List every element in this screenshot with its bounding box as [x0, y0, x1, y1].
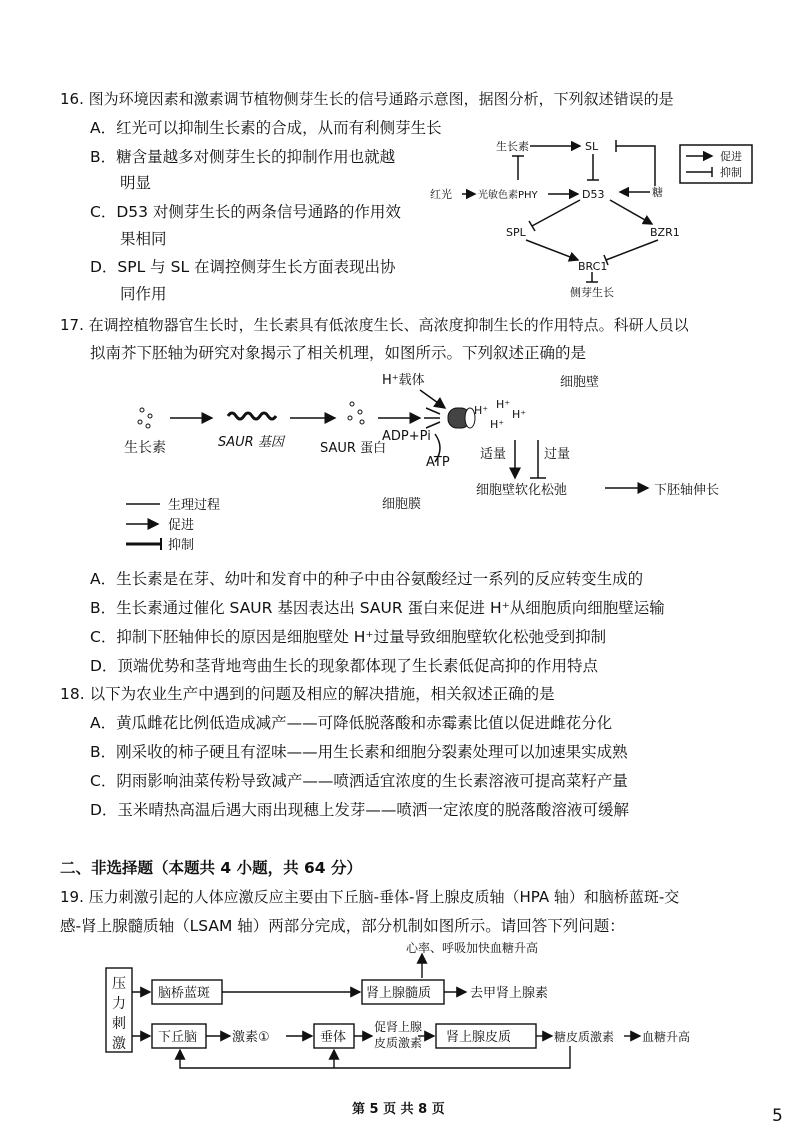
- q19-node-effects: 心率、呼吸加快血糖升高: [406, 941, 539, 955]
- q17-label-h1: H⁺: [474, 404, 489, 417]
- q17-legend-promote: 促进: [168, 518, 195, 533]
- q17-label-cell-wall: 细胞壁: [560, 375, 600, 390]
- q18-option-b: B．刚采收的柿子硬且有涩味——用生长素和细胞分裂素处理可以加速果实成熟: [90, 743, 628, 761]
- q16-node-bzr1: BZR1: [650, 226, 680, 239]
- q19-stimulus-char-3: 刺: [112, 1016, 126, 1032]
- q19-node-acth-line1: 促肾上腺: [374, 1020, 423, 1034]
- q19-stimulus-char-4: 激: [112, 1036, 126, 1052]
- q18-stem: 18. 以下为农业生产中遇到的问题及相应的解决措施，相关叙述正确的是: [60, 685, 555, 703]
- q16-node-brc1: BRC1: [578, 260, 608, 273]
- q19-node-blood-glucose: 血糖升高: [642, 1030, 691, 1044]
- q17-label-h-carrier: H⁺载体: [382, 373, 425, 388]
- q19-node-locus-coeruleus: 脑桥蓝斑: [158, 986, 211, 1001]
- q17-label-hypocotyl-elongation: 下胚轴伸长: [654, 483, 720, 498]
- q18-option-c: C．阴雨影响油菜传粉导致减产——喷洒适宜浓度的生长素溶液可提高菜籽产量: [90, 772, 628, 790]
- q16-legend-promote: 促进: [720, 150, 742, 163]
- q19-stem-line2: 感-肾上腺髓质轴（LSAM 轴）两部分完成，部分机制如图所示。请回答下列问题：: [60, 917, 625, 935]
- q17-label-adp-pi: ADP+Pi: [382, 429, 431, 444]
- q16-node-red-light: 红光: [430, 188, 452, 201]
- q17-label-h3: H⁺: [512, 408, 527, 421]
- q16-option-b-line1: B．糖含量越多对侧芽生长的抑制作用也就越: [90, 148, 396, 166]
- q17-option-c: C．抑制下胚轴伸长的原因是细胞壁处 H⁺过量导致细胞壁软化松弛受到抑制: [90, 628, 607, 646]
- q18-option-a: A．黄瓜雌花比例低造成减产——可降低脱落酸和赤霉素比值以促进雌花分化: [90, 714, 613, 732]
- q17-mechanism-diagram: [120, 368, 740, 558]
- corner-page-number: 5: [772, 1106, 783, 1126]
- q16-option-c-line2: 果相同: [120, 230, 167, 248]
- q17-legend-process: 生理过程: [168, 498, 221, 513]
- q19-node-glucocorticoid: 糖皮质激素: [554, 1030, 615, 1044]
- q19-node-hypothalamus: 下丘脑: [158, 1030, 198, 1045]
- section-heading: 二、非选择题（本题共 4 小题，共 64 分）: [60, 859, 362, 877]
- q17-stem-line2: 拟南芥下胚轴为研究对象揭示了相关机理，如图所示。下列叙述正确的是: [90, 344, 587, 362]
- page-footer: 第 5 页 共 8 页: [352, 1102, 445, 1117]
- q19-node-adrenal-cortex: 肾上腺皮质: [446, 1030, 512, 1045]
- q17-label-saur-gene: SAUR 基因: [218, 435, 284, 450]
- q17-label-cell-membrane: 细胞膜: [382, 497, 422, 512]
- q18-option-d: D．玉米晴热高温后遇大雨出现穗上发芽——喷洒一定浓度的脱落酸溶液可缓解: [90, 801, 629, 819]
- q17-option-b: B．生长素通过催化 SAUR 基因表达出 SAUR 蛋白来促进 H⁺从细胞质向细胞壁运输: [90, 599, 665, 617]
- q17-label-atp: ATP: [426, 455, 450, 470]
- q16-legend-inhibit: 抑制: [720, 166, 742, 179]
- q16-node-spl: SPL: [506, 226, 526, 239]
- q17-label-auxin: 生长素: [124, 440, 166, 456]
- q17-label-h2: H⁺: [496, 398, 511, 411]
- q19-stress-axis-diagram: [100, 940, 740, 1080]
- q17-option-a: A．生长素是在芽、幼叶和发育中的种子中由谷氨酸经过一系列的反应转变生成的: [90, 570, 644, 588]
- q19-stem-line1: 19. 压力刺激引起的人体应激反应主要由下丘脑-垂体-肾上腺皮质轴（HPA 轴）和脑桥蓝斑-交: [60, 888, 680, 906]
- q17-label-wall-loosening: 细胞壁软化松弛: [476, 483, 568, 498]
- q16-option-b-line2: 明显: [120, 174, 152, 192]
- q16-node-bud-growth: 侧芽生长: [570, 286, 614, 299]
- q16-stem: 16. 图为环境因素和激素调节植物侧芽生长的信号通路示意图，据图分析，下列叙述错误的是: [60, 90, 674, 108]
- q17-legend-inhibit: 抑制: [168, 538, 195, 553]
- q17-option-d: D．顶端优势和茎背地弯曲生长的现象都体现了生长素低促高抑的作用特点: [90, 657, 598, 675]
- q19-node-adrenal-medulla: 肾上腺髓质: [366, 986, 432, 1001]
- q16-node-sl: SL: [585, 140, 599, 153]
- q17-label-h4: H⁺: [490, 418, 505, 431]
- q16-option-c-line1: C．D53 对侧芽生长的两条信号通路的作用效: [90, 203, 401, 221]
- q19-stimulus-char-1: 压: [112, 976, 126, 992]
- q16-option-d-line2: 同作用: [120, 285, 167, 303]
- q17-label-proper: 适量: [480, 447, 507, 462]
- q19-node-noradrenaline: 去甲肾上腺素: [470, 986, 549, 1001]
- q16-node-sugar: 糖: [652, 186, 663, 199]
- q17-label-saur-protein: SAUR 蛋白: [320, 441, 387, 456]
- q17-stem-line1: 17. 在调控植物器官生长时，生长素具有低浓度生长、高浓度抑制生长的作用特点。科研人员以: [60, 316, 689, 334]
- q19-node-pituitary: 垂体: [320, 1030, 347, 1045]
- q16-node-auxin: 生长素: [496, 140, 529, 153]
- q19-node-hormone-1: 激素①: [232, 1030, 270, 1045]
- q19-node-acth-line2: 皮质激素: [374, 1036, 423, 1050]
- q16-option-a: A．红光可以抑制生长素的合成，从而有利侧芽生长: [90, 119, 442, 137]
- q16-node-d53: D53: [582, 188, 605, 201]
- q16-signal-diagram: [430, 130, 760, 305]
- q16-option-d-line1: D．SPL 与 SL 在调控侧芽生长方面表现出协: [90, 258, 396, 276]
- q17-label-excess: 过量: [544, 447, 571, 462]
- q19-stimulus-char-2: 力: [112, 996, 126, 1012]
- q16-node-phy: 光敏色素PHY: [478, 190, 538, 201]
